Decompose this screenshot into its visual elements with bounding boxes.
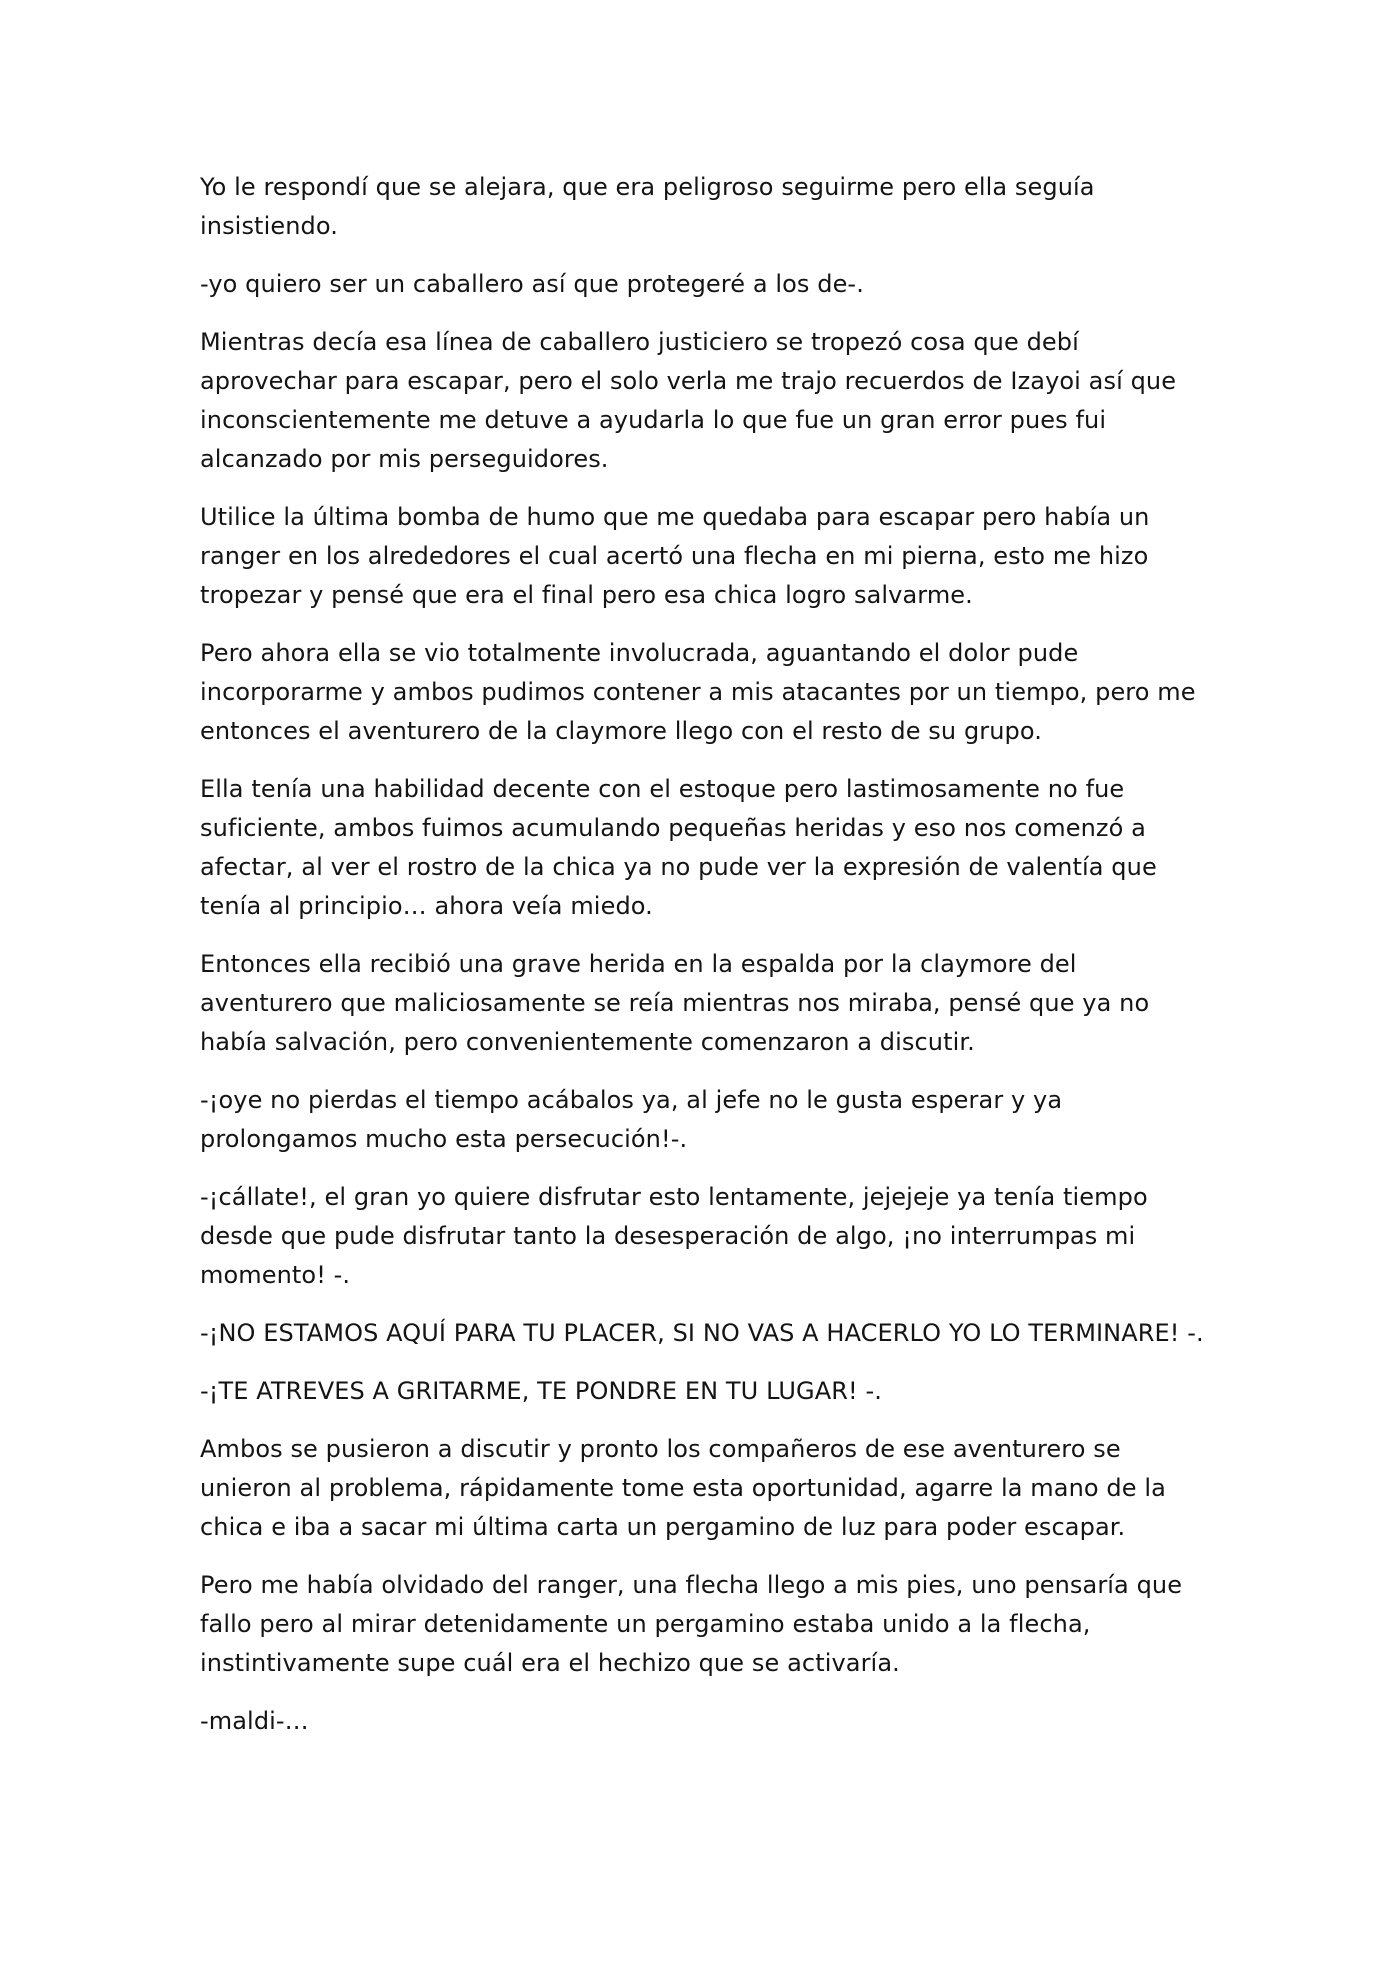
dialogue-line: -yo quiero ser un caballero así que protegeré a los de-.	[200, 270, 864, 298]
dialogue-line: -¡cállate!, el gran yo quiere disfrutar esto lentamente, jejejeje ya tenía tiempo desde que pude disfrutar tanto la desesperación de algo, ¡no interrumpas mi momento! -.	[200, 1183, 1148, 1289]
paragraph: Pero ahora ella se vio totalmente involucrada, aguantando el dolor pude incorporarme y ambos pudimos contener a mis atacantes por un tiempo, pero me entonces el aventurero de la claymore llego con el resto de su grupo.	[200, 639, 1196, 745]
paragraph: Entonces ella recibió una grave herida en la espalda por la claymore del aventurero que maliciosamente se reía mientras nos miraba, pensé que ya no había salvación, pero convenientemente comenzaron a discutir.	[200, 950, 1150, 1056]
paragraph: Yo le respondí que se alejara, que era peligroso seguirme pero ella seguía insistiendo.	[200, 173, 1095, 240]
document-body	[200, 168, 1210, 1760]
dialogue-line: -¡NO ESTAMOS AQUÍ PARA TU PLACER, SI NO VAS A HACERLO YO LO TERMINARE! -.	[200, 1319, 1204, 1347]
dialogue-line: -¡TE ATREVES A GRITARME, TE PONDRE EN TU LUGAR! -.	[200, 1377, 882, 1405]
paragraph: Mientras decía esa línea de caballero justiciero se tropezó cosa que debí aprovechar para escapar, pero el solo verla me trajo recuerdos de Izayoi así que inconscientemente me detuve a ayudarla lo que fue un gran error pues fui alcanzado por mis perseguidores.	[200, 328, 1177, 473]
dialogue-line: -maldi-…	[200, 1707, 309, 1735]
dialogue-line: -¡oye no pierdas el tiempo acábalos ya, al jefe no le gusta esperar y ya prolongamos mucho esta persecución!-.	[200, 1086, 1063, 1153]
paragraph: Pero me había olvidado del ranger, una flecha llego a mis pies, uno pensaría que fallo pero al mirar detenidamente un pergamino estaba unido a la flecha, instintivamente supe cuál era el hechizo que se activaría.	[200, 1571, 1183, 1677]
paragraph: Ambos se pusieron a discutir y pronto los compañeros de ese aventurero se unieron al problema, rápidamente tome esta oportunidad, agarre la mano de la chica e iba a sacar mi última carta un pergamino de luz para poder escapar.	[200, 1435, 1166, 1541]
paragraph: Utilice la última bomba de humo que me quedaba para escapar pero había un ranger en los alrededores el cual acertó una flecha en mi pierna, esto me hizo tropezar y pensé que era el final pero esa chica logro salvarme.	[200, 503, 1150, 609]
paragraph: Ella tenía una habilidad decente con el estoque pero lastimosamente no fue suficiente, ambos fuimos acumulando pequeñas heridas y eso nos comenzó a afectar, al ver el rostro de la chica ya no pude ver la expresión de valentía que tenía al principio… ahora veía miedo.	[200, 775, 1157, 920]
